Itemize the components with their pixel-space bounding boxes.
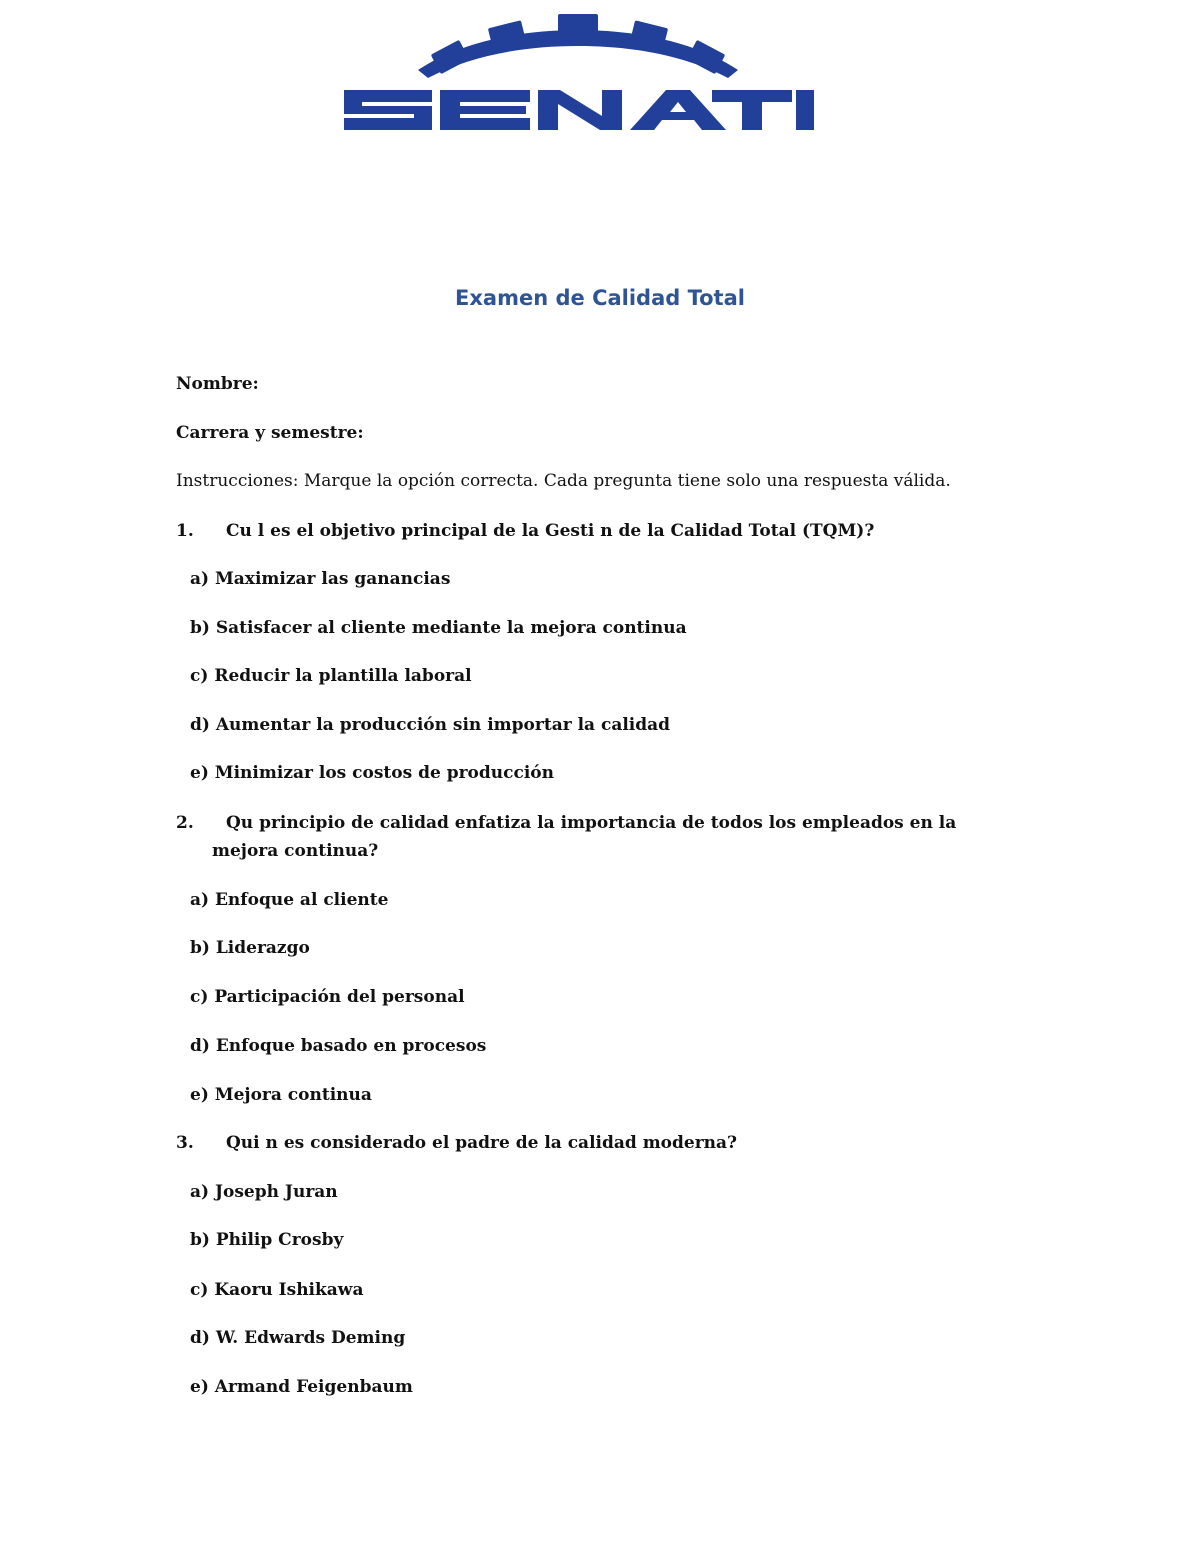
instructions: Instrucciones: Marque la opción correcta. Cada pregunta tiene solo una respuesta válida. (176, 471, 951, 491)
option-1b[interactable]: b) Satisfacer al cliente mediante la mejora continua (190, 618, 687, 638)
option-2d[interactable]: d) Enfoque basado en procesos (190, 1036, 487, 1056)
option-2a[interactable]: a) Enfoque al cliente (190, 890, 389, 910)
senati-logo-graphic (340, 12, 816, 134)
option-1d[interactable]: d) Aumentar la producción sin importar la calidad (190, 715, 671, 735)
option-3c[interactable]: c) Kaoru Ishikawa (190, 1280, 364, 1300)
option-3e[interactable]: e) Armand Feigenbaum (190, 1377, 413, 1397)
page-title: Examen de Calidad Total (455, 286, 745, 310)
option-3a[interactable]: a) Joseph Juran (190, 1182, 338, 1202)
question-2-continuation: mejora continua? (212, 841, 379, 861)
option-2e[interactable]: e) Mejora continua (190, 1085, 372, 1105)
option-1c[interactable]: c) Reducir la plantilla laboral (190, 666, 472, 686)
option-2b[interactable]: b) Liderazgo (190, 938, 310, 958)
option-2c[interactable]: c) Participación del personal (190, 987, 465, 1007)
question-3 (176, 1129, 737, 1157)
option-1a[interactable]: a) Maximizar las ganancias (190, 569, 451, 589)
career-label: Carrera y semestre: (176, 423, 364, 443)
option-3d[interactable]: d) W. Edwards Deming (190, 1328, 406, 1348)
option-3b[interactable]: b) Philip Crosby (190, 1230, 344, 1250)
question-number: 3. (176, 1133, 194, 1153)
question-2 (176, 809, 956, 837)
option-1e[interactable]: e) Minimizar los costos de producción (190, 763, 554, 783)
question-1 (176, 517, 874, 545)
senati-logo (340, 12, 816, 134)
question-number: 2. (176, 813, 194, 833)
question-number: 1. (176, 521, 194, 541)
question-text: Qu principio de calidad enfatiza la importancia de todos los empleados en la (226, 813, 957, 833)
name-label: Nombre: (176, 374, 259, 394)
question-text: Qui n es considerado el padre de la calidad moderna? (226, 1133, 738, 1153)
question-text: Cu l es el objetivo principal de la Gesti n de la Calidad Total (TQM)? (226, 521, 875, 541)
